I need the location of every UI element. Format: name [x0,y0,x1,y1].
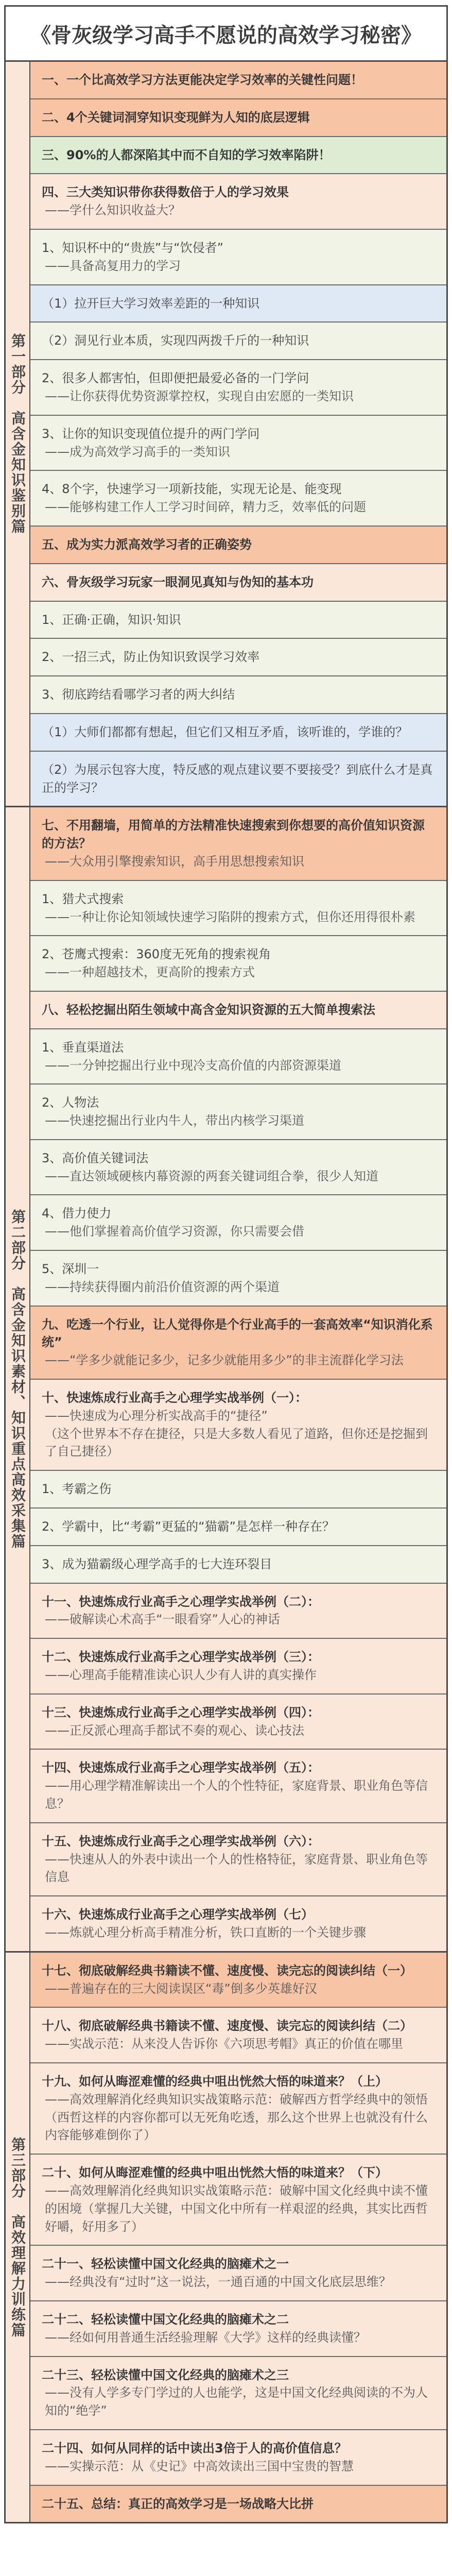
row-subtitle: ——经典没有“过时”这一说法，一通百通的中国文化底层思维？ [45,2275,391,2290]
row-heading: 八、轻松挖掘出陌生领域中高含金知识资源的五大简单搜索法 [42,1002,375,1017]
outline-row [30,1195,446,1251]
row-subtitle: ——大众用引擎搜索知识，高手用思想搜索知识 [45,854,304,869]
row-text: 2、很多人都害怕，但即便把最爱必备的一门学问 [42,371,309,386]
outline-row [30,752,446,806]
row-heading: 二、4个关键词洞穿知识变现鲜为人知的底层逻辑 [42,110,310,125]
row-heading: 二十三、轻松读懂中国文化经典的脑瘫术之三 [42,2367,289,2382]
outline-row [30,676,446,714]
outline-row [30,62,446,99]
outline-row [30,416,446,471]
outline-row [30,564,446,602]
part-label: 第二部分 高含金知识素材、知识重点高效采集篇 [6,807,30,1951]
outline-row [30,137,446,175]
outline-row [30,992,446,1029]
row-text: 1、考霸之伤 [42,1482,112,1497]
row-heading: 二十五、总结：真正的高效学习是一场战略大比拼 [42,2496,314,2511]
outline-row [30,807,446,880]
row-subtitle: ——能够构建工作人工学习时间碎，精力乏，效率低的问题 [45,500,366,515]
row-subtitle: ——高效理解消化经典知识实战策略示范：破解西方哲学经典中的领悟（西哲这样的内容你都可以无死角吃透，那么这个世界上也就没有什么内容能够难倒你了） [45,2092,428,2143]
outline-row [30,1380,446,1471]
outline-row [30,1029,446,1085]
row-heading: 一、一个比高效学习方法更能决定学习效率的关键性问题！ [42,73,363,87]
row-text: （2）为展示包容大度，特反感的观点建议要不要接受？到底什么才是真正的学习？ [42,762,433,795]
row-heading: 十五、快速炼成行业高手之心理学实战举例（六）： [42,1834,320,1849]
outline-row [30,99,446,137]
outline-row [30,714,446,752]
row-text: 3、让你的知识变现值位提升的两门学问 [42,426,260,441]
row-subtitle: ——经如何用普通生活经验理解《大学》这样的经典读懂？ [45,2330,366,2345]
outline-row [30,285,446,323]
row-subtitle: ——快速挖掘出行业内牛人，带出内核学习渠道 [45,1113,304,1128]
row-text: 4、借力使力 [42,1206,112,1221]
row-subtitle: ——快速从人的外表中读出一个人的性格特征，家庭背景、职业角色等信息 [45,1852,428,1885]
outline-row [30,2155,446,2246]
row-subtitle: ——正反派心理高手都试不奏的观心、读心技法 [45,1723,304,1738]
row-text: 2、一招三式，防止伪知识致误学习效率 [42,650,260,665]
part-section [4,1953,448,2524]
part-label: 第一部分 高含金知识鉴别篇 [6,62,30,806]
row-heading: 二十一、轻松读懂中国文化经典的脑瘫术之一 [42,2257,289,2272]
row-subtitle: ——实操示范：从《史记》中高效读出三国中宝贵的智慧 [45,2459,354,2473]
row-text: 3、彻底跨结看哪学习者的两大纠结 [42,687,235,702]
row-heading: 十二、快速炼成行业高手之心理学实战举例（三）： [42,1650,320,1665]
row-text: （1）大师们都都有想起，但它们又相互矛盾，该听谁的，学谁的？ [42,724,408,739]
row-subtitle: ——实战示范：从来没人告诉你《六项思考帽》真正的价值在哪里 [45,2037,403,2052]
row-subtitle: ——让你获得优势资源掌控权，实现自由宏愿的一类知识 [45,388,354,403]
row-text: 1、垂直渠道法 [42,1040,124,1055]
row-subtitle: ——普遍存在的三大阅读误区“毒”倒多少英雄好汉 [45,1981,317,1996]
row-heading: 十九、如何从晦涩难懂的经典中咀出恍然大悟的味道来？（上） [42,2074,388,2089]
row-text: 3、成为猫霸级心理学高手的七大连环裂目 [42,1556,272,1571]
row-text: （1）拉开巨大学习效率差距的一种知识 [42,296,260,311]
row-text: （2）洞见行业本质，实现四两拨千斤的一种知识 [42,333,309,348]
outline-row [30,2246,446,2301]
row-subtitle: ——快速成为心理分析实战高手的“捷径” [45,1408,268,1423]
row-heading: 十八、彻底破解经典书籍读不懂、速度慢、读完忘的阅读纠结（二） [42,2019,412,2033]
row-subtitle: ——学什么知识收益大？ [45,203,181,218]
outline-row [30,1084,446,1140]
row-heading: 五、成为实力派高效学习者的正确姿势 [42,537,252,552]
outline-row [30,881,446,937]
row-text: 2、苍鹰式搜索：360度无死角的搜索视角 [42,947,271,962]
outline-row [30,1307,446,1380]
row-heading: 二十四、如何从同样的话中读出3倍于人的高价值信息？ [42,2441,347,2455]
row-heading: 六、骨灰级学习玩家一眼洞见真知与伪知的基本功 [42,574,314,589]
outline-row [30,1750,446,1823]
outline-row [30,174,446,230]
row-heading: 二十二、轻松读懂中国文化经典的脑瘫术之二 [42,2312,289,2327]
outline-row [30,1694,446,1750]
part-label: 第三部分 高效理解力训练篇 [6,1953,30,2522]
row-subtitle: （这个世界本不存在捷径，只是大多数人看见了道路，但你还是挖掘到了自己捷径） [45,1426,428,1459]
row-text: 5、深圳一 [42,1262,99,1277]
outline-row [30,527,446,564]
outline-row [30,602,446,639]
row-text: 3、高价值关键词法 [42,1150,149,1165]
outline-row [30,2357,446,2430]
outline-row [30,1509,446,1546]
row-heading: 七、不用翻墙，用简单的方法精准快速搜索到你想要的高价值知识资源的方法？ [42,818,425,851]
outline-row [30,2301,446,2357]
row-subtitle: ——没有人学多专门学过的人也能学，这是中国文化经典阅读的不为人知的“绝学” [45,2385,428,2418]
row-subtitle: ——“学多少就能记多少，记多少就能用多少”的非主流群化学习法 [45,1353,404,1368]
outline-row [30,639,446,676]
part-section [4,62,448,807]
row-subtitle: ——直达领域硬核内幕资源的两套关键词组合拳，很少人知道 [45,1168,378,1183]
row-subtitle: ——炼就心理分析高手精准分析，铁口直断的一个关键步骤 [45,1925,366,1940]
row-text: 4、8个字，快速学习一项新技能，实现无论是、能变现 [42,482,342,497]
outline-row [30,1823,446,1896]
outline-row [30,360,446,416]
row-subtitle: ——一分钟挖掘出行业中现冷支高价值的内部资源渠道 [45,1058,341,1073]
row-subtitle: ——成为高效学习高手的一类知识 [45,444,230,459]
row-heading: 十六、快速炼成行业高手之心理学实战举例（七） [42,1907,314,1922]
outline-row [30,2008,446,2063]
parts-container [0,62,452,2523]
row-heading: 二十、如何从晦涩难懂的经典中咀出恍然大悟的味道来？（下） [42,2165,388,2180]
outline-row [30,2486,446,2522]
row-heading: 十一、快速炼成行业高手之心理学实战举例（二）： [42,1594,320,1609]
row-text: 2、人物法 [42,1095,99,1110]
row-text: 1、知识杯中的“贵族”与“饮侵者” [42,240,224,255]
outline-row [30,1546,446,1584]
row-subtitle: ——具备高复用力的学习 [45,258,181,273]
row-subtitle: ——持续获得圈内前沿价值资源的两个渠道 [45,1279,280,1294]
part-rows [30,1953,446,2522]
outline-row [30,230,446,285]
row-heading: 十三、快速炼成行业高手之心理学实战举例（四）： [42,1705,320,1720]
outline-row [30,1896,446,1951]
row-text: 1、猎犬式搜索 [42,891,124,906]
outline-row [30,1251,446,1307]
row-heading: 九、吃透一个行业，让人觉得你是个行业高手的一套高效率“知识消化系统” [42,1317,433,1350]
row-subtitle: ——用心理学精准解读出一个人的个性特征，家庭背景、职业角色等信息？ [45,1778,428,1811]
outline-row [30,2430,446,2486]
outline-row [30,471,446,527]
row-subtitle: ——他们掌握着高价值学习资源，你只需要会借 [45,1224,304,1239]
row-heading: 十四、快速炼成行业高手之心理学实战举例（五）： [42,1760,320,1775]
outline-row [30,1140,446,1196]
part-section [4,807,448,1952]
page-title: 《骨灰级学习高手不愿说的高效学习秘密》 [4,5,448,62]
outline-row [30,1584,446,1639]
row-text: 1、正确·正确，知识·知识 [42,612,181,627]
outline-row [30,1953,446,2008]
outline-row [30,2063,446,2155]
row-subtitle: ——破解读心术高手“一眼看穿”人心的神话 [45,1612,280,1627]
row-subtitle: ——一种让你论知领域快速学习陷阱的搜索方式，但你还用得很朴素 [45,909,415,924]
row-heading: 四、三大类知识带你获得数倍于人的学习效果 [42,185,289,200]
part-rows [30,807,446,1951]
row-subtitle: ——高效理解消化经典知识实战策略示范：破解中国文化经典中读不懂的困境（掌握几大关键，中国文化中所有一样艰涩的经典，其实比西哲好嚼，好用多了） [45,2183,428,2234]
outline-row [30,1639,446,1694]
outline-row [30,1471,446,1509]
row-heading: 十七、彻底破解经典书籍读不懂、速度慢、读完忘的阅读纠结（一） [42,1963,412,1978]
row-subtitle: ——心理高手能精准读心识人少有人讲的真实操作 [45,1668,317,1683]
outline-row [30,323,446,360]
row-text: 2、学霸中，比“考霸”更猛的“猫霸”是怎样一种存在？ [42,1519,335,1534]
outline-row [30,936,446,992]
part-rows [30,62,446,806]
row-subtitle: ——一种超越技术，更高阶的搜索方式 [45,965,255,980]
row-heading: 三、90%的人都深陷其中而不自知的学习效率陷阱！ [42,147,331,162]
row-heading: 十、快速炼成行业高手之心理学实战举例（一）： [42,1391,307,1405]
